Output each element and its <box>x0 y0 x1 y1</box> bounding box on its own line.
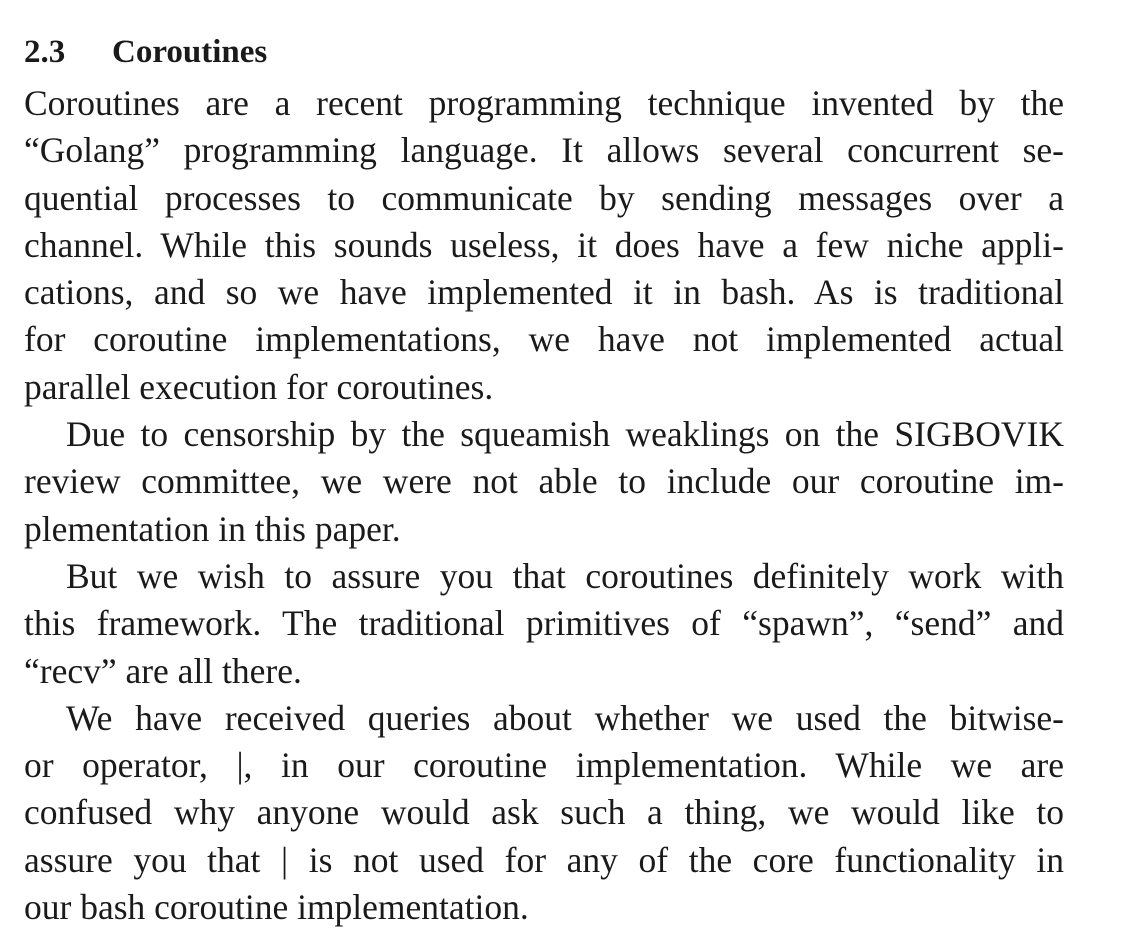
section-number: 2.3 <box>24 34 66 70</box>
paragraph-bitwise-or <box>24 695 1064 931</box>
text-line: this framework. The traditional primitives of “spawn”, “send” and <box>24 603 1064 644</box>
paragraph-assurance <box>24 553 1064 695</box>
text-line: We have received queries about whether we used the bitwise- <box>66 697 1064 738</box>
text-line: “Golang” programming language. It allows several concurrent se- <box>24 130 1064 171</box>
text-line: plementation in this paper. <box>24 508 401 549</box>
text-line: for coroutine implementations, we have not implemented actual <box>24 319 1064 360</box>
text-line: assure you that | is not used for any of the core functionality in <box>24 839 1064 880</box>
text-line: or operator, |, in our coroutine implementation. While we are <box>24 745 1064 786</box>
paragraph-intro <box>24 80 1064 411</box>
paper-section <box>24 24 1064 931</box>
text-line: cations, and so we have implemented it in bash. As is traditional <box>24 272 1064 313</box>
text-line: confused why anyone would ask such a thing, we would like to <box>24 792 1064 833</box>
text-line: But we wish to assure you that coroutines definitely work with <box>66 555 1064 596</box>
section-title: Coroutines <box>112 34 268 70</box>
text-line: our bash coroutine implementation. <box>24 887 529 928</box>
paragraph-censorship <box>24 411 1064 553</box>
text-line: Coroutines are a recent programming technique invented by the <box>24 83 1064 123</box>
text-line: channel. While this sounds useless, it does have a few niche appli- <box>24 224 1064 265</box>
text-line: review committee, we were not able to include our coroutine im- <box>24 461 1064 502</box>
section-heading <box>24 24 1064 80</box>
text-line: parallel execution for coroutines. <box>24 366 494 407</box>
text-line: quential processes to communicate by sending messages over a <box>24 177 1064 218</box>
text-line: Due to censorship by the squeamish weaklings on the SIGBOVIK <box>66 414 1064 455</box>
text-line: “recv” are all there. <box>24 650 302 691</box>
